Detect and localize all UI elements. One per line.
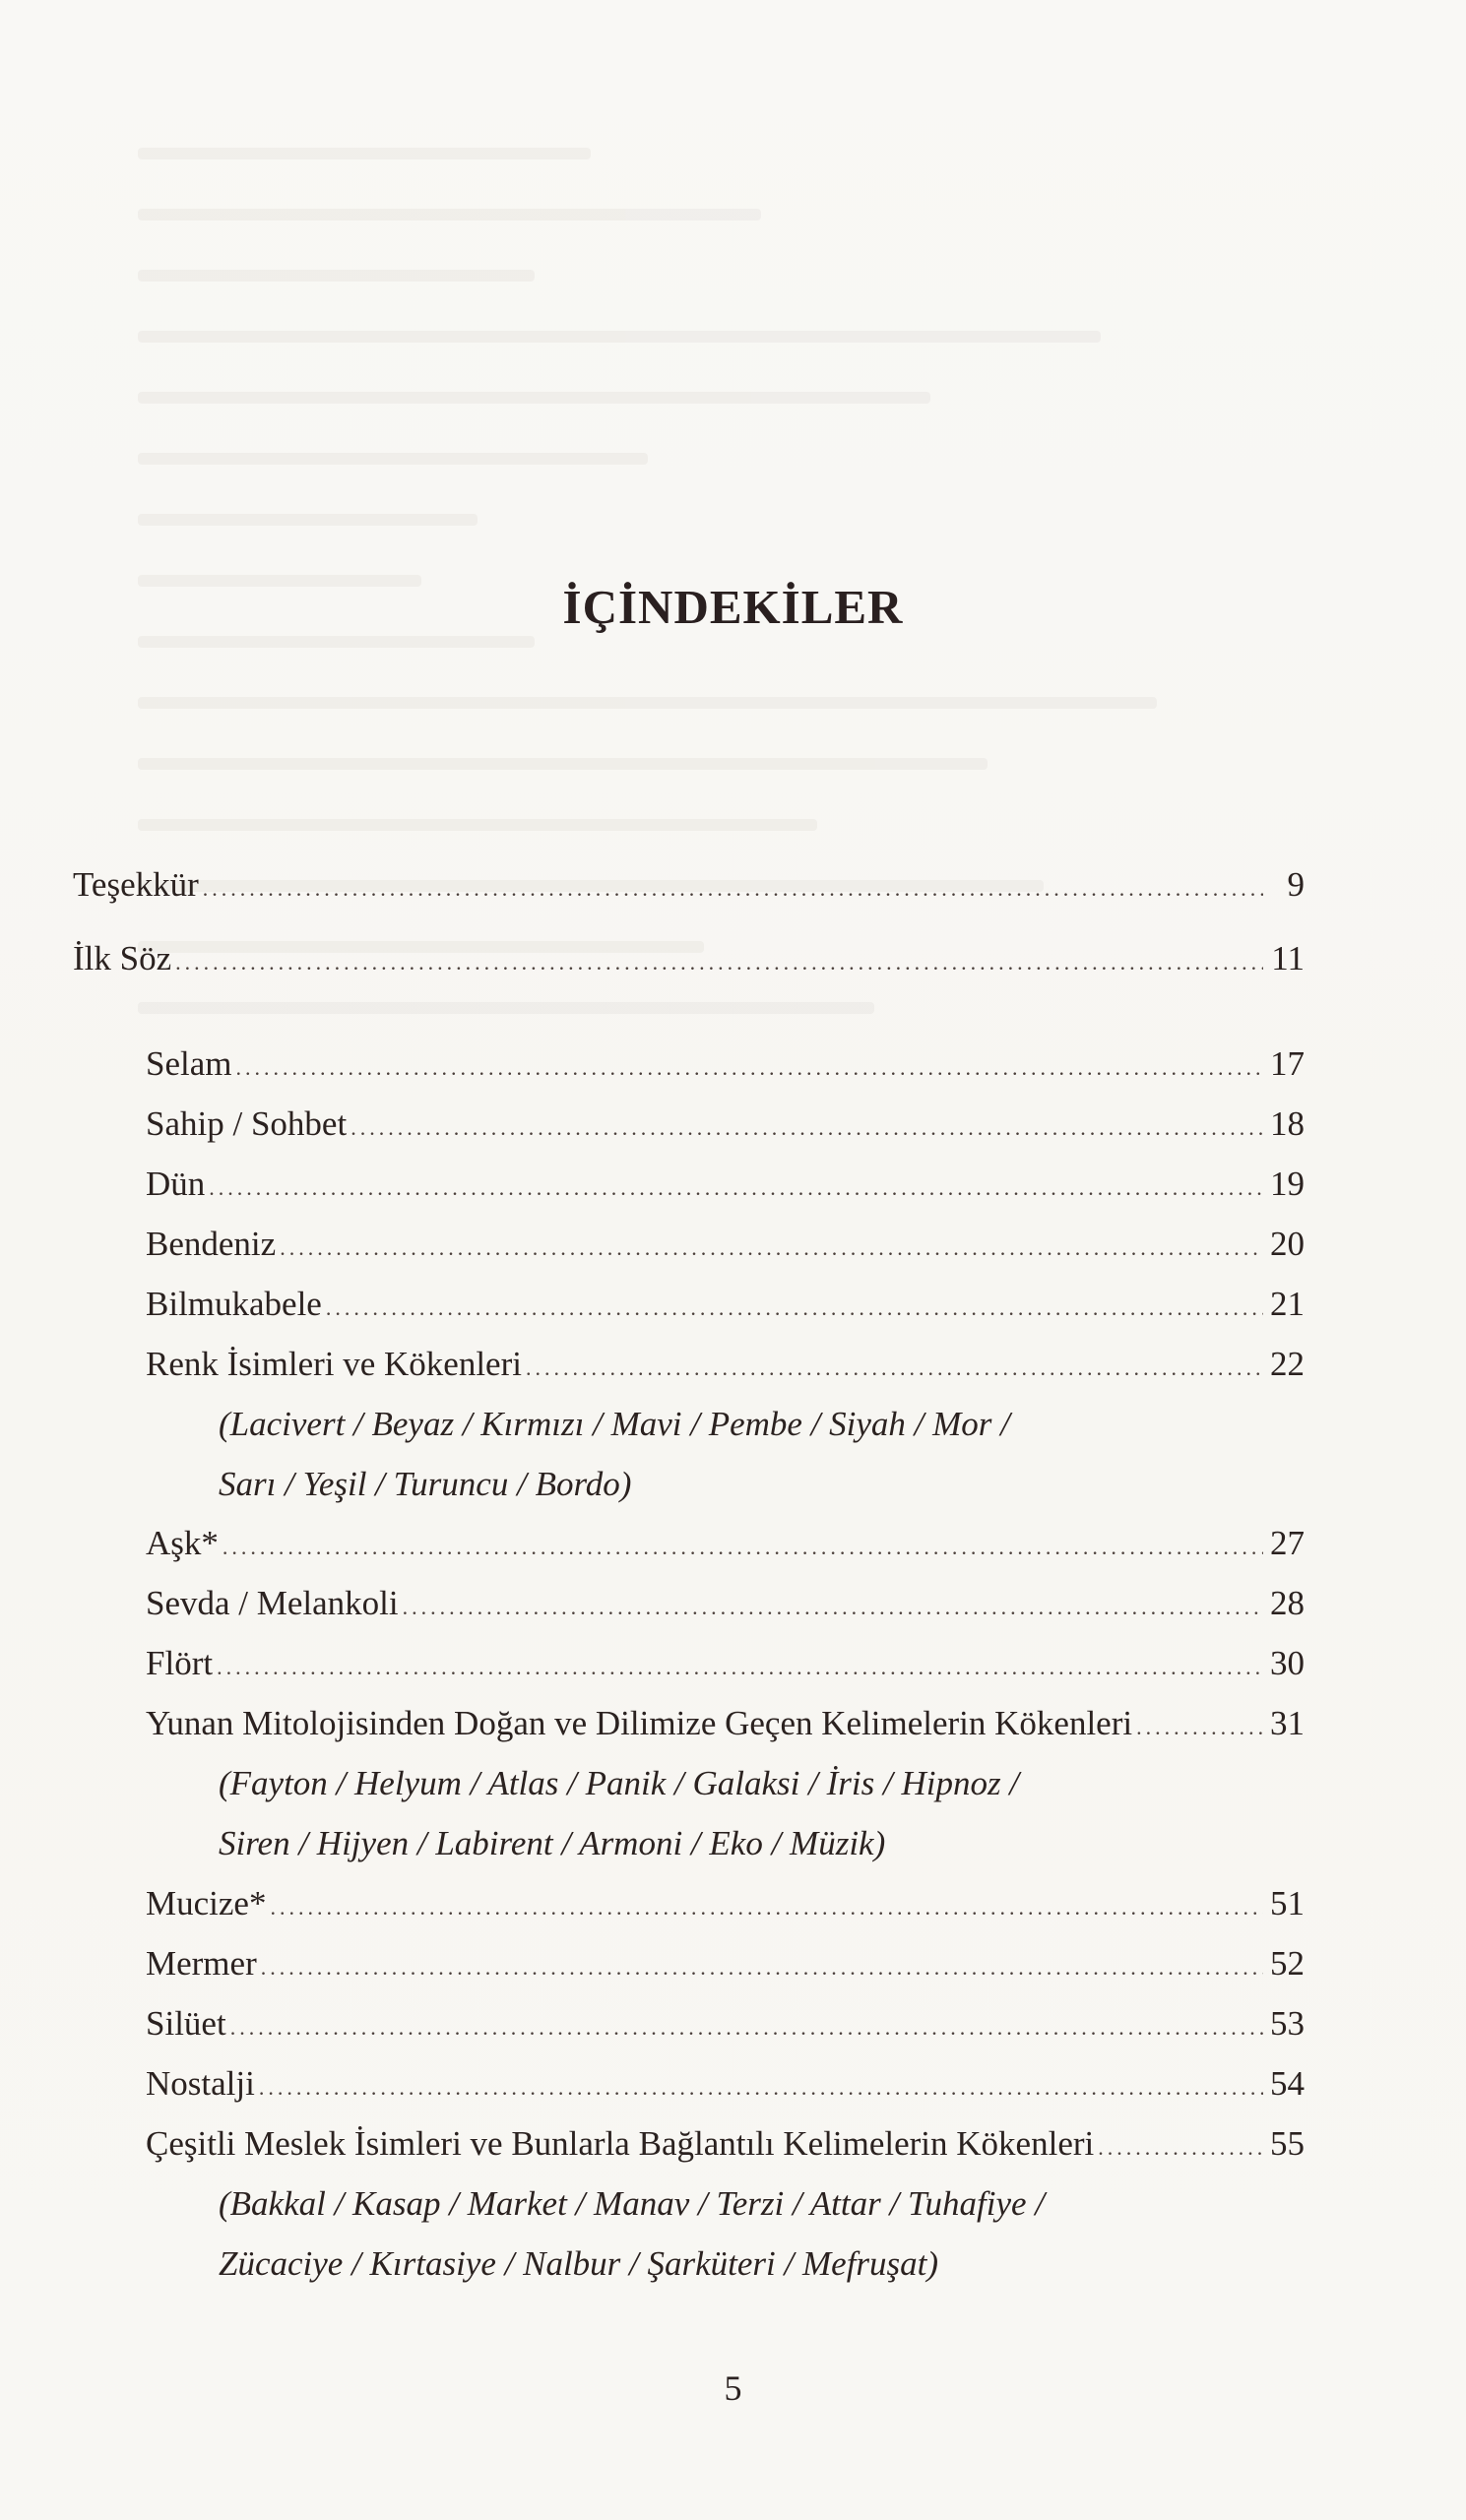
dot-leader — [203, 867, 1263, 911]
toc-entry[interactable] — [146, 1702, 1305, 1749]
toc-entry[interactable] — [146, 1642, 1305, 1689]
toc-entry-page: 28 — [1270, 1584, 1305, 1622]
toc-entry-page: 17 — [1270, 1044, 1305, 1083]
toc-entry-page: 52 — [1270, 1944, 1305, 1983]
toc-entry-label: Sahip / Sohbet — [146, 1104, 348, 1143]
toc-entry[interactable] — [146, 2122, 1305, 2170]
page-number: 5 — [724, 2368, 742, 2408]
toc-entry[interactable] — [146, 2002, 1305, 2049]
toc-entry[interactable] — [146, 1522, 1305, 1569]
toc-entry-label: Sevda / Melankoli — [146, 1584, 399, 1622]
dot-leader — [261, 1946, 1263, 1989]
toc-subentry-line: Siren / Hijyen / Labirent / Armoni / Eko / Müzik) — [219, 1824, 886, 1862]
toc-entry-label: Çeşitli Meslek İsimleri ve Bunlarla Bağlantılı Kelimelerin Kökenleri — [146, 2124, 1095, 2163]
toc-entry-page: 54 — [1270, 2064, 1305, 2103]
toc-entry-page: 27 — [1270, 1524, 1305, 1562]
dot-leader — [1098, 2126, 1263, 2170]
toc-entry[interactable] — [146, 1882, 1305, 1929]
toc-entry[interactable] — [146, 1343, 1305, 1390]
dot-leader — [175, 941, 1263, 984]
dot-leader — [526, 1347, 1263, 1390]
dot-leader — [351, 1106, 1263, 1150]
toc-entry-page: 53 — [1270, 2004, 1305, 2043]
toc-subentry-line: (Fayton / Helyum / Atlas / Panik / Galaksi / İris / Hipnoz / — [219, 1764, 1020, 1802]
dot-leader — [259, 2066, 1263, 2110]
toc-entry-label: Bilmukabele — [146, 1285, 322, 1323]
dot-leader — [217, 1646, 1263, 1689]
toc-entry-page: 9 — [1287, 865, 1305, 904]
toc-subentry-line: (Lacivert / Beyaz / Kırmızı / Mavi / Pembe / Siyah / Mor / — [219, 1405, 1010, 1443]
dot-leader — [403, 1586, 1263, 1629]
dot-leader — [1136, 1706, 1263, 1749]
toc-entry[interactable] — [146, 1283, 1305, 1330]
toc-entry-label: Bendeniz — [146, 1225, 277, 1263]
page-title: İÇİNDEKİLER — [562, 580, 904, 634]
toc-entry-label: Mermer — [146, 1944, 257, 1983]
dot-leader — [280, 1227, 1263, 1270]
toc-entry-label: Mucize* — [146, 1884, 267, 1922]
toc-entry-label: Renk İsimleri ve Kökenleri — [146, 1345, 522, 1383]
toc-entry[interactable] — [73, 863, 1305, 911]
toc-entry-label: İlk Söz — [73, 939, 172, 977]
dot-leader — [235, 1046, 1263, 1090]
toc-entry-label: Flört — [146, 1644, 214, 1682]
toc-entry-page: 51 — [1270, 1884, 1305, 1922]
toc-entry-label: Yunan Mitolojisinden Doğan ve Dilimize Geçen Kelimelerin Kökenleri — [146, 1704, 1133, 1742]
toc-entry-page: 31 — [1270, 1704, 1305, 1742]
toc-entry-page: 22 — [1270, 1345, 1305, 1383]
toc-entry-page: 20 — [1270, 1225, 1305, 1263]
toc-subentry-line: Sarı / Yeşil / Turuncu / Bordo) — [219, 1465, 632, 1503]
toc-entry[interactable] — [73, 937, 1305, 984]
toc-entry[interactable] — [146, 1223, 1305, 1270]
toc-entry[interactable] — [146, 1042, 1305, 1090]
toc-entry-page: 11 — [1271, 939, 1305, 977]
toc-entry-label: Dün — [146, 1165, 206, 1203]
toc-entry-label: Silüet — [146, 2004, 226, 2043]
toc-entry[interactable] — [146, 1942, 1305, 1989]
toc-entry-label: Selam — [146, 1044, 232, 1083]
dot-leader — [270, 1886, 1263, 1929]
toc-entry-page: 30 — [1270, 1644, 1305, 1682]
toc-entry-page: 19 — [1270, 1165, 1305, 1203]
dot-leader — [209, 1166, 1263, 1210]
toc-entry[interactable] — [146, 1582, 1305, 1629]
toc-entry[interactable] — [146, 1163, 1305, 1210]
toc-subentry-line: (Bakkal / Kasap / Market / Manav / Terzi / Attar / Tuhafiye / — [219, 2184, 1045, 2223]
toc-entry-label: Nostalji — [146, 2064, 255, 2103]
toc-entry-label: Teşekkür — [73, 865, 199, 904]
toc-entry-page: 21 — [1270, 1285, 1305, 1323]
toc-subentry-line: Zücaciye / Kırtasiye / Nalbur / Şarküteri / Mefruşat) — [219, 2244, 939, 2283]
toc-entry[interactable] — [146, 1102, 1305, 1150]
dot-leader — [230, 2006, 1263, 2049]
toc-entry[interactable] — [146, 2062, 1305, 2110]
toc-entry-label: Aşk* — [146, 1524, 219, 1562]
toc-entry-page: 18 — [1270, 1104, 1305, 1143]
toc-entry-page: 55 — [1270, 2124, 1305, 2163]
dot-leader — [326, 1287, 1263, 1330]
dot-leader — [223, 1526, 1263, 1569]
